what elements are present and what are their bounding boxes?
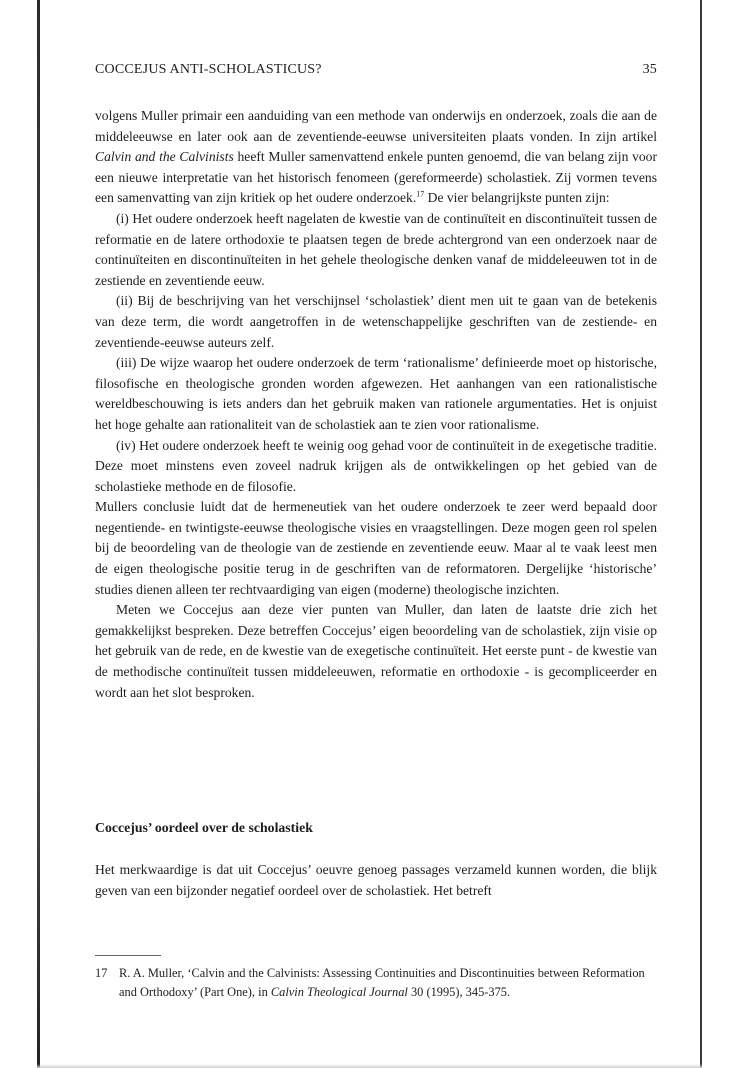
paragraph-coccejus: Meten we Coccejus aan deze vier punten van Muller, dan laten de laatste drie zich het gemakkelijkst bespreken. Deze betreffen Coccejus’ eigen beoordeling van de scholastiek, zijn visie op het gebruik van de rede, en de kwestie van de exegetische continuïteit. Het eerste punt - de kwestie van de methodische continuïteit tussen middeleeuwen, reformatie en orthodoxie - is gecompliceerder en wordt aan het slot besproken.	[95, 602, 657, 700]
paragraph-point-iii: (iii) De wijze waarop het oudere onderzoek de term ‘rationalisme’ definieerde moet op historische, filosofische en theologische gronden worden afgewezen. Het aanhangen van een rationalistische wereldbeschouwing is iets anders dan het gebruik maken van rationele argumentaties. Het is onjuist het hoge gehalte aan rationaliteit van de scholastiek aan te zien voor rationalisme.	[95, 355, 657, 432]
running-title: COCCEJUS ANTI-SCHOLASTICUS?	[95, 62, 322, 77]
journal-title: Calvin Theological Journal	[270, 985, 408, 999]
page-right-edge	[700, 0, 702, 1068]
running-header	[95, 62, 657, 78]
paragraph-conclusion: Mullers conclusie luidt dat de hermeneutiek van het oudere onderzoek te zeer werd bepaald door negentiende- en twintigste-eeuwse theologische visies en vraagstellingen. Deze mogen geen rol spelen bij de beoordeling van de theologie van de zestiende en zeventiende eeuw. Maar al te vaak leest men de eigen theologische positie terug in de geschriften van de reformatoren. Dergelijke ‘historische’ studies dienen alleen ter rechtvaardiging van eigen (moderne) theologische inzichten.	[95, 499, 657, 597]
paragraph-intro: volgens Muller primair een aanduiding van een methode van onderwijs en onderzoek, zoals die aan de middeleeuwse en later ook aan de zeventiende-eeuwse universiteiten plaats vonden. In zijn artikel Calvin and the Calvinists heeft Muller samenvattend enkele punten genoemd, die van belang zijn voor een nieuwe interpretatie van het historisch fenomeen (gereformeerde) scholastiek. Zij vormen tevens een samenvatting van zijn kritiek op het oudere onderzoek.$^{17}$ De vier belangrijkste punten zijn:	[95, 108, 657, 206]
page-bottom-edge	[37, 1064, 702, 1068]
main-text	[95, 106, 657, 703]
paragraph-point-iv: (iv) Het oudere onderzoek heeft te weinig oog gehad voor de continuïteit in de exegetische traditie. Deze moet minstens even zoveel nadruk krijgen als de ontwikkelingen op het gebied van de scholastieke methode en de filosofie.	[95, 437, 657, 494]
section-heading: Coccejus’ oordeel over de scholastiek	[95, 820, 313, 835]
footnote-text: R. A. Muller, ‘Calvin and the Calvinists: Assessing Continuities and Discontinuities between Reformation and Orthodoxy’ (Part One), in Calvin Theological Journal 30 (1995), 345-375.	[119, 966, 645, 999]
paragraph-point-i: (i) Het oudere onderzoek heeft nagelaten de kwestie van de continuïteit en discontinuïteit tussen de reformatie en de latere orthodoxie te plaatsen tegen de brede achtergrond van een onderzoek naar de continuïteiten en discontinuïteiten in het gehele theologische denken vanaf de middeleeuwen tot in de zestiende en zeventiende eeuw.	[95, 210, 657, 288]
article-title: Calvin and the Calvinists	[95, 149, 234, 165]
section-paragraph: Het merkwaardige is dat uit Coccejus’ oeuvre genoeg passages verzameld kunnen worden, die blijk geven van een bijzonder negatief oordeel over de scholastiek. Het betreft	[95, 862, 657, 898]
footnote-number: 17	[95, 966, 108, 980]
footnote-divider	[95, 955, 161, 956]
page-left-edge	[37, 0, 40, 1068]
footnote-ref[interactable]: 17	[416, 189, 425, 199]
paragraph-point-ii: (ii) Bij de beschrijving van het verschijnsel ‘scholastiek’ dient men uit te gaan van de betekenis van deze term, die wordt aangetroffen in de wetenschappelijke geschriften van de zestiende- en zeventiende-eeuwse auteurs zelf.	[95, 293, 657, 350]
footnote	[95, 964, 660, 1002]
page-number: 35	[642, 62, 657, 77]
